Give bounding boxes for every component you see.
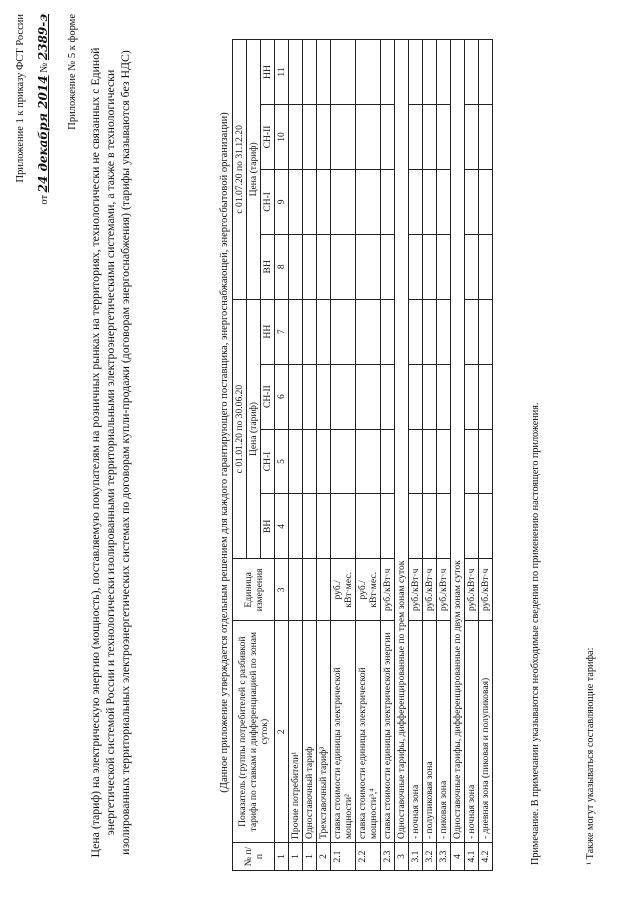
tariff-value-cell bbox=[317, 364, 331, 429]
tariff-value-cell bbox=[356, 169, 381, 234]
header-order-date-number bbox=[36, 14, 51, 205]
tariff-value-cell bbox=[423, 429, 437, 494]
row-indicator: Прочие потребители¹ bbox=[289, 621, 303, 843]
row-indicator: ставка стоимости единицы электрической мощности² bbox=[331, 621, 356, 843]
tariff-value-cell bbox=[423, 494, 437, 559]
tariff-value-cell bbox=[437, 429, 451, 494]
row-number: 1 bbox=[303, 843, 317, 871]
section-title: Одноставочные тарифы, дифференцированные по двум зонам суток bbox=[451, 40, 465, 843]
tariff-value-cell bbox=[479, 40, 493, 105]
tariff-value-cell bbox=[331, 105, 356, 170]
table-row bbox=[303, 40, 317, 871]
tariff-value-cell bbox=[409, 40, 423, 105]
row-number: 4 bbox=[451, 843, 465, 871]
tariff-value-cell bbox=[465, 429, 479, 494]
tariff-value-cell bbox=[465, 105, 479, 170]
tariff-value-cell bbox=[465, 299, 479, 364]
row-number: 2.3 bbox=[381, 843, 395, 871]
tariff-value-cell bbox=[423, 105, 437, 170]
header-handwritten-date: 24 декабря 2014 bbox=[36, 75, 50, 193]
row-number: 2.2 bbox=[356, 843, 381, 871]
row-indicator: - ночная зона bbox=[465, 621, 479, 843]
tariff-value-cell bbox=[437, 364, 451, 429]
tariff-value-cell bbox=[409, 364, 423, 429]
header-period-second-half: с 01.07.20 по 31.12.20 bbox=[233, 40, 247, 300]
row-indicator: - полупиковая зона bbox=[423, 621, 437, 843]
tariff-value-cell bbox=[331, 364, 356, 429]
tariff-value-cell bbox=[356, 364, 381, 429]
tariff-value-cell bbox=[423, 299, 437, 364]
tariff-value-cell bbox=[381, 429, 395, 494]
column-number: 11 bbox=[275, 40, 289, 105]
row-indicator: Одноставочный тариф bbox=[303, 621, 317, 843]
tariff-value-cell bbox=[409, 105, 423, 170]
tariff-value-cell bbox=[479, 105, 493, 170]
tariff-value-cell bbox=[479, 494, 493, 559]
tariff-value-cell bbox=[303, 234, 317, 299]
row-unit bbox=[289, 559, 303, 621]
tariff-value-cell bbox=[317, 494, 331, 559]
header-handwritten-number: 2389-э bbox=[36, 14, 50, 61]
header-level: ВН bbox=[261, 494, 275, 559]
tariff-value-cell bbox=[409, 494, 423, 559]
tariff-value-cell bbox=[356, 299, 381, 364]
column-number: 2 bbox=[275, 621, 289, 843]
row-indicator: - ночная зона bbox=[409, 621, 423, 843]
header-level: СН-I bbox=[261, 169, 275, 234]
column-number: 5 bbox=[275, 429, 289, 494]
table-row bbox=[423, 40, 437, 871]
row-unit: руб./ кВт·мес. bbox=[356, 559, 381, 621]
tariff-value-cell bbox=[289, 494, 303, 559]
table-row bbox=[289, 40, 303, 871]
header-level: НН bbox=[261, 40, 275, 105]
row-unit: руб./кВт·ч bbox=[437, 559, 451, 621]
row-indicator: - дневная зона (пиковая и полупиковая) bbox=[479, 621, 493, 843]
tariff-value-cell bbox=[437, 299, 451, 364]
header-date-prefix: от bbox=[39, 194, 50, 205]
tariff-value-cell bbox=[331, 429, 356, 494]
tariff-value-cell bbox=[303, 364, 317, 429]
tariff-value-cell bbox=[356, 40, 381, 105]
header-price-second: Цена (тариф) bbox=[247, 40, 261, 300]
row-indicator: Трехставочный тариф³ bbox=[317, 621, 331, 843]
row-unit: руб./кВт·ч bbox=[381, 559, 395, 621]
tariff-value-cell bbox=[289, 40, 303, 105]
row-number: 3.3 bbox=[437, 843, 451, 871]
footer-footnote: ¹ Также могут указываться составляющие тарифа: bbox=[585, 647, 596, 865]
tariff-value-cell bbox=[465, 364, 479, 429]
row-unit: руб./кВт·ч bbox=[409, 559, 423, 621]
header-col-indicator: Показатель (группы потребителей с разбивкой тарифа по ставкам и дифференциацией по зонам суток) bbox=[233, 621, 275, 843]
row-number: 2 bbox=[317, 843, 331, 871]
tariff-value-cell bbox=[381, 234, 395, 299]
tariff-value-cell bbox=[303, 40, 317, 105]
tariff-value-cell bbox=[479, 299, 493, 364]
tariff-value-cell bbox=[356, 494, 381, 559]
header-period-first-half: с 01.01.20 по 30.06.20 bbox=[233, 299, 247, 559]
tariff-value-cell bbox=[437, 169, 451, 234]
row-number: 3.1 bbox=[409, 843, 423, 871]
row-indicator: ставка стоимости единицы электрической энергии bbox=[381, 621, 395, 843]
table-row bbox=[331, 40, 356, 871]
tariff-value-cell bbox=[423, 169, 437, 234]
header-level: СН-I bbox=[261, 429, 275, 494]
row-unit: руб./ кВт·мес. bbox=[331, 559, 356, 621]
row-number: 4.2 bbox=[479, 843, 493, 871]
tariff-table bbox=[232, 39, 493, 871]
tariff-value-cell bbox=[289, 234, 303, 299]
tariff-value-cell bbox=[479, 429, 493, 494]
tariff-value-cell bbox=[409, 429, 423, 494]
header-level: СН-II bbox=[261, 364, 275, 429]
column-number: 3 bbox=[275, 559, 289, 621]
section-title: Одноставочные тарифы, дифференцированные по трем зонам суток bbox=[395, 40, 409, 843]
tariff-value-cell bbox=[356, 105, 381, 170]
column-number: 8 bbox=[275, 234, 289, 299]
tariff-value-cell bbox=[317, 169, 331, 234]
tariff-value-cell bbox=[423, 40, 437, 105]
tariff-value-cell bbox=[356, 429, 381, 494]
tariff-value-cell bbox=[303, 169, 317, 234]
tariff-table-body bbox=[289, 40, 493, 871]
tariff-value-cell bbox=[356, 234, 381, 299]
tariff-value-cell bbox=[317, 40, 331, 105]
document-title: Цена (тариф) на электрическую энергию (мощность), поставляемую покупателям на розничных рынках на территориях, технологически не связанных с Единой энергетической системой России и технологически изолированными территориальными электроэнергетическими системами, а также в технологически изолированных территориальных электроэнергетических системах по договорам купли-продажи (договорам энергоснабжения) (тарифы указываются без НДС) bbox=[88, 47, 133, 858]
tariff-value-cell bbox=[381, 105, 395, 170]
row-number: 3 bbox=[395, 843, 409, 871]
header-price-first: Цена (тариф) bbox=[247, 299, 261, 559]
table-section-row bbox=[451, 40, 465, 871]
row-number: 4.1 bbox=[465, 843, 479, 871]
table-row bbox=[479, 40, 493, 871]
table-row bbox=[409, 40, 423, 871]
tariff-value-cell bbox=[479, 234, 493, 299]
tariff-value-cell bbox=[409, 234, 423, 299]
tariff-value-cell bbox=[465, 494, 479, 559]
tariff-value-cell bbox=[409, 299, 423, 364]
tariff-value-cell bbox=[331, 299, 356, 364]
tariff-value-cell bbox=[303, 494, 317, 559]
row-unit: руб./кВт·ч bbox=[423, 559, 437, 621]
tariff-value-cell bbox=[409, 169, 423, 234]
column-number: 6 bbox=[275, 364, 289, 429]
header-level: СН-II bbox=[261, 105, 275, 170]
tariff-value-cell bbox=[289, 364, 303, 429]
tariff-value-cell bbox=[317, 299, 331, 364]
header-order-reference: Приложение 1 к приказу ФСТ России bbox=[15, 14, 26, 183]
row-number: 2.1 bbox=[331, 843, 356, 871]
row-unit: руб./кВт·ч bbox=[465, 559, 479, 621]
tariff-value-cell bbox=[437, 234, 451, 299]
tariff-value-cell bbox=[465, 169, 479, 234]
row-number: 3.2 bbox=[423, 843, 437, 871]
column-number: 1 bbox=[275, 843, 289, 871]
header-col-unit: Единица измерения bbox=[233, 559, 275, 621]
approval-note: (Данное приложение утверждается отдельным решением для каждого гарантирующего поставщика, энергоснабжающей, энергосбытовой организации) bbox=[219, 112, 230, 793]
tariff-value-cell bbox=[423, 234, 437, 299]
header-number-sign: № bbox=[39, 62, 50, 73]
tariff-value-cell bbox=[317, 234, 331, 299]
header-form-appendix: Приложение № 5 к форме bbox=[67, 14, 78, 130]
tariff-value-cell bbox=[381, 299, 395, 364]
row-indicator: ставка стоимости единицы электрической мощности³,⁴ bbox=[356, 621, 381, 843]
tariff-value-cell bbox=[317, 429, 331, 494]
tariff-value-cell bbox=[289, 105, 303, 170]
row-unit bbox=[317, 559, 331, 621]
tariff-value-cell bbox=[303, 299, 317, 364]
tariff-value-cell bbox=[381, 40, 395, 105]
tariff-value-cell bbox=[331, 234, 356, 299]
tariff-value-cell bbox=[465, 234, 479, 299]
tariff-value-cell bbox=[437, 40, 451, 105]
column-number: 9 bbox=[275, 169, 289, 234]
tariff-value-cell bbox=[381, 494, 395, 559]
table-section-row bbox=[395, 40, 409, 871]
tariff-value-cell bbox=[289, 429, 303, 494]
table-row bbox=[381, 40, 395, 871]
row-number: 1 bbox=[289, 843, 303, 871]
header-level: НН bbox=[261, 299, 275, 364]
footer-note: Примечание. В примечании указываются необходимые сведения по применению настоящего приложения. bbox=[530, 402, 541, 865]
row-unit: руб./кВт·ч bbox=[479, 559, 493, 621]
row-unit bbox=[303, 559, 317, 621]
column-number: 7 bbox=[275, 299, 289, 364]
tariff-value-cell bbox=[303, 429, 317, 494]
tariff-value-cell bbox=[303, 105, 317, 170]
tariff-value-cell bbox=[479, 169, 493, 234]
table-row bbox=[356, 40, 381, 871]
tariff-value-cell bbox=[331, 494, 356, 559]
tariff-value-cell bbox=[423, 364, 437, 429]
table-row bbox=[317, 40, 331, 871]
tariff-value-cell bbox=[289, 169, 303, 234]
header-col-number: № п/п bbox=[233, 843, 275, 871]
table-row bbox=[437, 40, 451, 871]
tariff-value-cell bbox=[479, 364, 493, 429]
tariff-value-cell bbox=[331, 169, 356, 234]
tariff-value-cell bbox=[331, 40, 356, 105]
column-number: 10 bbox=[275, 105, 289, 170]
tariff-value-cell bbox=[437, 105, 451, 170]
column-number: 4 bbox=[275, 494, 289, 559]
tariff-value-cell bbox=[381, 364, 395, 429]
tariff-value-cell bbox=[289, 299, 303, 364]
table-row bbox=[465, 40, 479, 871]
tariff-value-cell bbox=[381, 169, 395, 234]
row-indicator: - пиковая зона bbox=[437, 621, 451, 843]
header-level: ВН bbox=[261, 234, 275, 299]
tariff-value-cell bbox=[317, 105, 331, 170]
tariff-value-cell bbox=[437, 494, 451, 559]
tariff-value-cell bbox=[465, 40, 479, 105]
